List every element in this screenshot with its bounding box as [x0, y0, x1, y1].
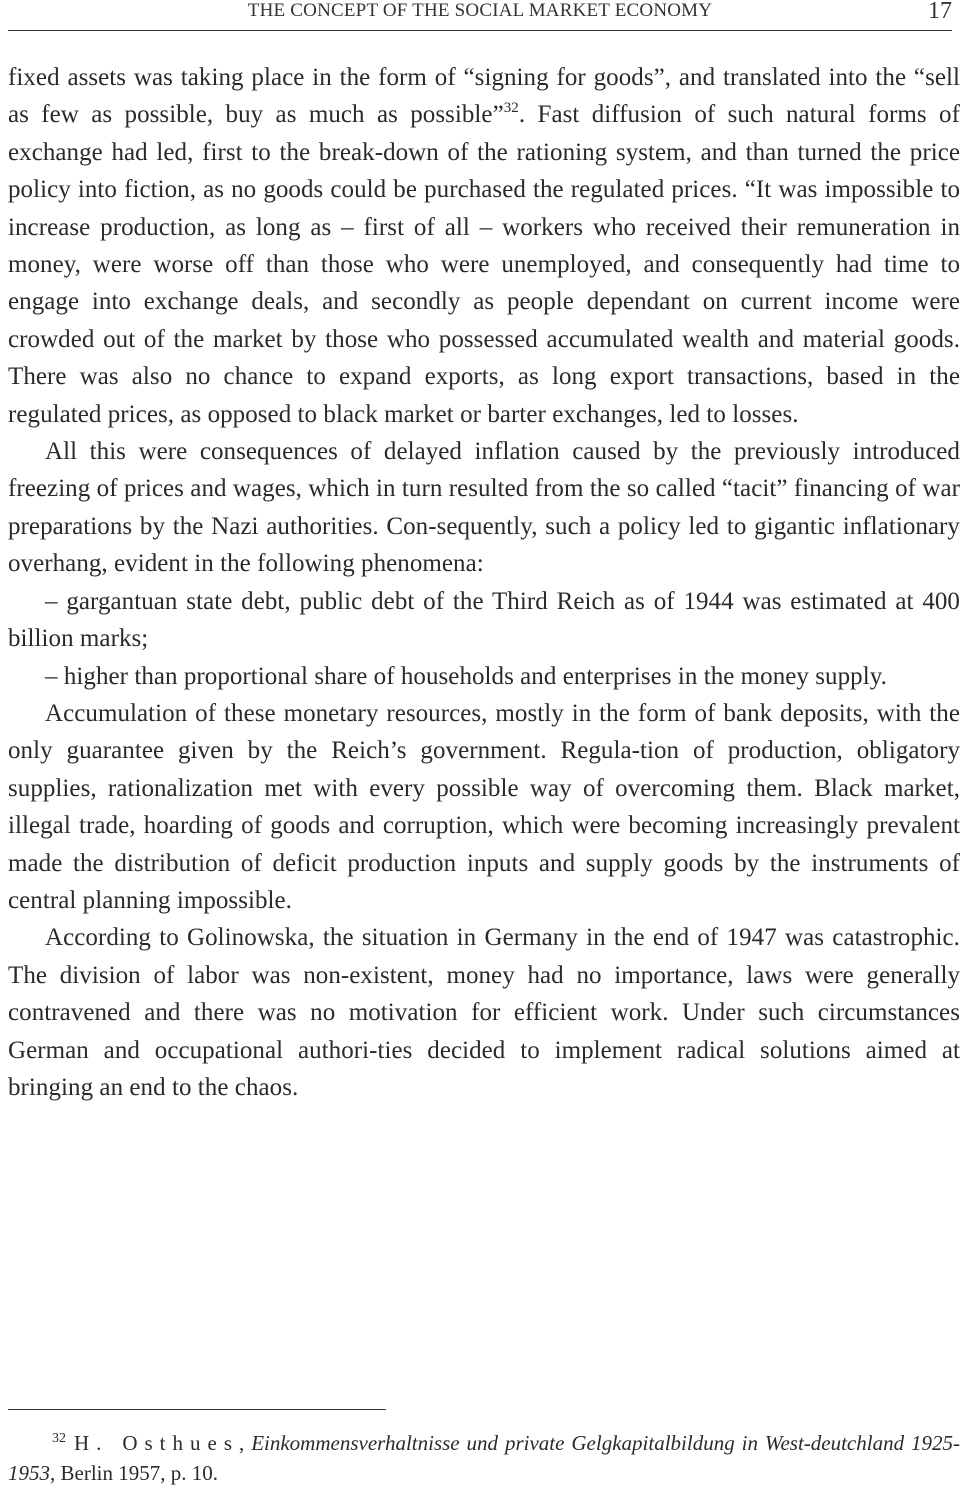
page-number: 17: [928, 0, 952, 24]
running-title: THE CONCEPT OF THE SOCIAL MARKET ECONOMY: [247, 0, 713, 21]
footnote-number: 32: [52, 1431, 66, 1446]
list-item-money-supply: – higher than proportional share of households and enterprises in the money supply.: [45, 662, 887, 690]
running-header: [8, 0, 952, 31]
footnote-32: [8, 1429, 960, 1488]
paragraph-4: According to Golinowska, the situation in Germany in the end of 1947 was catastrophic. The division of labor was non-existent, money had no importance, laws were generally contravened and there was no motivation for efficient work. Under such circumstances German and occupational authori-ties decided to implement radical solutions aimed at bringing an end to the chaos.: [8, 924, 960, 1101]
paragraph-1-start: fixed assets was taking place in the form of “signing for goods”, and translated into the “sell as few as possible, buy as much as possible”: [8, 64, 960, 129]
footnote-title: Einkommensverhaltnisse und private Gelgkapitalbildung in West-deutchland 1925-1953: [8, 1431, 960, 1485]
footnote-divider: [8, 1409, 386, 1410]
footnote-reference: 32: [503, 100, 519, 117]
paragraph-1: [8, 59, 960, 433]
footnote-comma: ,: [239, 1431, 252, 1455]
paragraph-2: All this were consequences of delayed inflation caused by the previously introduced freezing of prices and wages, which in turn resulted from the so called “tacit” financing of war preparations by the Nazi authorities. Con-sequently, such a policy led to gigantic inflationary overhang, evident in the following phenomena:: [8, 438, 960, 578]
list-item-state-debt: – gargantuan state debt, public debt of the Third Reich as of 1944 was estimated at 400 billion marks;: [8, 587, 960, 653]
paragraph-3: Accumulation of these monetary resources, mostly in the form of bank deposits, with the only guarantee given by the Reich’s government. Regula-tion of production, obligatory supplies, rationalization met with every possible way of overcoming them. Black market, illegal trade, hoarding of goods and corruption, which were becoming increasingly prevalent made the distribution of deficit production inputs and supply goods by the instruments of central planning impossible.: [8, 699, 960, 914]
paragraph-1-rest: . Fast diffusion of such natural forms of exchange had led, first to the break-down of the rationing system, and than turned the price policy into fiction, as no goods could be purchased the regulated prices. “It was impossible to increase production, as long as – first of all – workers who received their remuneration in money, were worse off than those who were unemployed, and consequently had time to engage into exchange deals, and secondly as people dependant on current income were crowded out of the market by those who possessed accumulated wealth and material goods. There was also no chance to expand exports, as long export transactions, based in the regulated prices, as opposed to black market or barter exchanges, led to losses.: [8, 101, 960, 428]
footnote-author: H. Osthues: [74, 1431, 240, 1455]
body-text: [8, 59, 960, 1106]
footnote-publication: , Berlin 1957, p. 10.: [50, 1460, 218, 1485]
